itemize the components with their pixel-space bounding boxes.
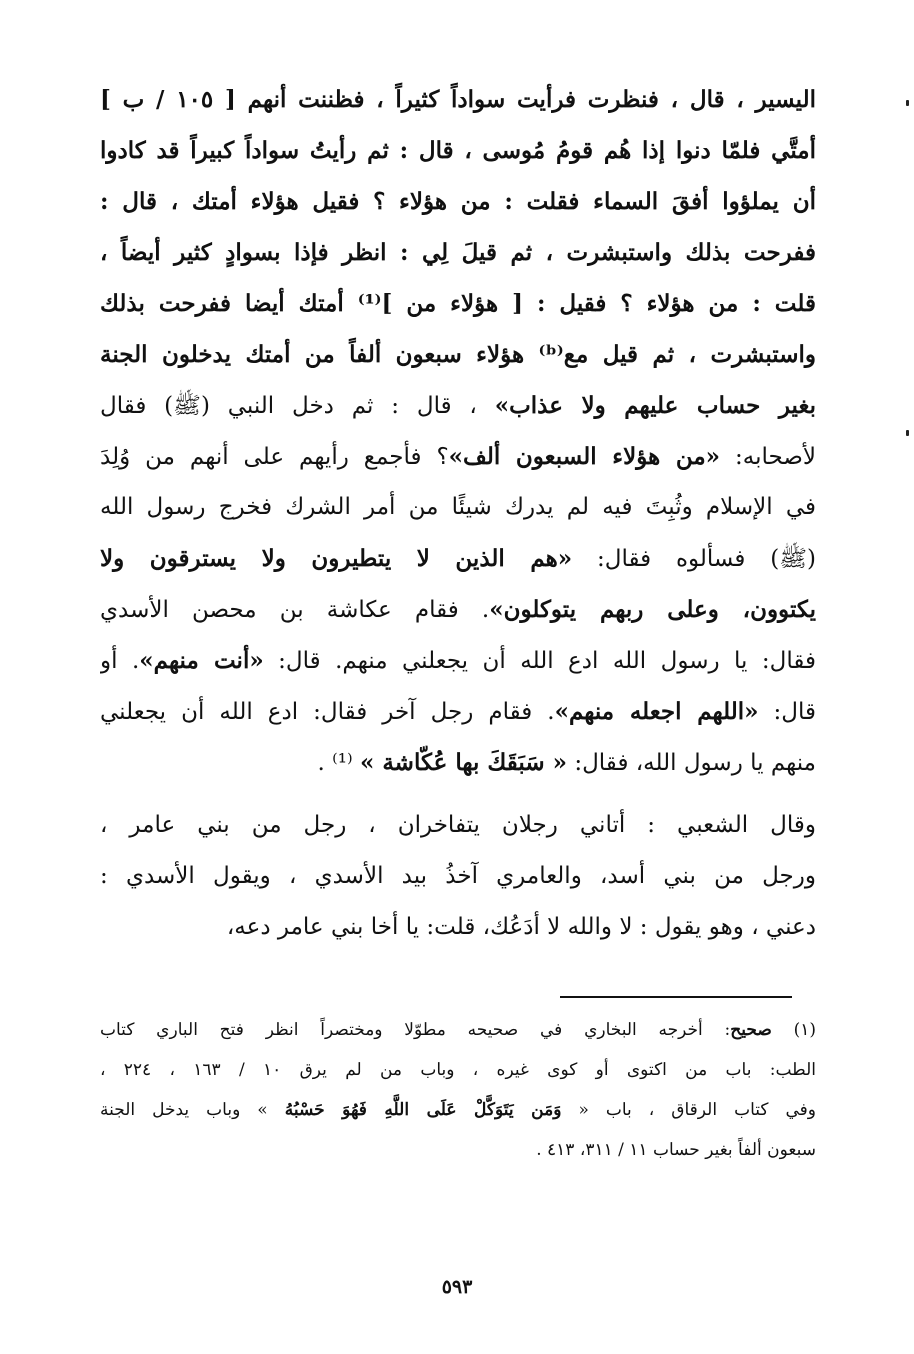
text-segment: ؟ فأجمع رأيهم على أنهم من وُلِدَ (100, 444, 449, 470)
text-segment: أمتَّي فلمّا دنوا إذا هُم قومُ مُوسى ، قال : ثم رأيتُ سواداً كبيراً قد كادوا (100, 137, 816, 164)
paragraph-hadith (100, 74, 816, 788)
body-line (100, 482, 816, 533)
main-text (100, 74, 816, 953)
footnotes (100, 1010, 816, 1170)
text-segment: منهم يا رسول الله، فقال: (567, 750, 816, 776)
margin-mark-top (906, 100, 909, 106)
text-segment: «اللهم اجعله منهم» (554, 698, 759, 725)
text-segment: ورجل من بني أسد، والعامري آخذُ بيد الأسدي ، ويقول الأسدي : (100, 863, 816, 889)
text-segment: في الإسلام وثُبِتَ فيه لم يدرك شيئًا من أمر الشرك فخرج رسول الله (100, 494, 816, 520)
body-line (100, 686, 816, 737)
text-segment: » وباب يدخل الجنة (100, 1100, 285, 1120)
text-segment: اليسير ، قال ، فنظرت فرأيت سواداً كثيراً ، فظننت أنهم [ ١٠٥ / ب ] (100, 86, 816, 113)
text-segment: سبعون ألفاً بغير حساب ١١ / ٣١١، ٤١٣ . (536, 1140, 816, 1160)
paragraph-shaabi (100, 800, 816, 953)
text-segment: واستبشرت ، ثم قيل مع⁽ᵇ⁾ هؤلاء سبعون ألفاً من أمتك يدخلون الجنة (100, 341, 816, 368)
text-segment: وَمَن يَتَوَكَّلْ عَلَى اللَّهِ فَهُوَ حَسْبُهُ (284, 1100, 562, 1120)
text-segment: أن يملؤوا أفقَ السماء فقلت : من هؤلاء ؟ فقيل هؤلاء أمتك ، قال : (100, 188, 816, 215)
body-line (100, 737, 816, 788)
text-segment: الطب: باب من اكتوى أو كوى غيره ، وباب من لم يرق ١٠ / ١٦٣ ، ٢٢٤ ، (100, 1060, 816, 1080)
margin-mark-middle (906, 430, 909, 436)
body-line (100, 125, 816, 176)
body-line (100, 800, 816, 851)
text-segment: . فقام رجل آخر فقال: ادع الله أن يجعلني (100, 699, 555, 725)
text-segment: بغير حساب عليهم ولا عذاب» (494, 392, 816, 419)
text-segment: وفي كتاب الرقاق ، باب « (561, 1100, 816, 1120)
body-line (100, 635, 816, 686)
text-segment: «أنت منهم» (139, 647, 264, 674)
text-segment: . فقام عكاشة بن محصن الأسدي (100, 597, 490, 623)
body-line (100, 902, 816, 953)
text-segment: «من هؤلاء السبعون ألف» (448, 443, 721, 470)
text-segment: صحيح (730, 1020, 772, 1040)
body-line (100, 278, 816, 329)
text-segment: قال: (758, 699, 816, 725)
body-line (100, 851, 816, 902)
body-line (100, 176, 816, 227)
text-segment: فقال: يا رسول الله ادع الله أن يجعلني منهم. قال: (263, 648, 816, 674)
text-segment: « سَبَقَكَ بها عُكّاشة » (359, 749, 568, 776)
page-number: ٥٩٣ (441, 1276, 473, 1298)
body-line (100, 380, 816, 431)
footnote-line (100, 1090, 816, 1130)
text-segment: لأصحابه: (720, 444, 816, 470)
body-line (100, 329, 816, 380)
footnote-line (100, 1130, 816, 1170)
text-segment: ففرحت بذلك واستبشرت ، ثم قيلَ لِي : انظر فإذا بسوادٍ كثير أيضاً ، (100, 239, 816, 266)
text-segment: (١) (771, 1020, 816, 1040)
text-segment: وقال الشعبي : أتاني رجلان يتفاخران ، رجل من بني عامر ، (100, 812, 816, 838)
footnote-line (100, 1010, 816, 1050)
body-line (100, 227, 816, 278)
body-line (100, 74, 816, 125)
body-line (100, 431, 816, 482)
text-segment: (ﷺ) فسألوه فقال: (572, 546, 816, 572)
footnote-separator (560, 996, 792, 998)
body-line (100, 584, 816, 635)
text-segment: : أخرجه البخاري في صحيحه مطوّلا ومختصراً انظر فتح الباري كتاب (100, 1020, 731, 1040)
text-segment: «هم الذين لا يتطيرون ولا يسترقون ولا (100, 545, 573, 572)
text-segment: قلت : من هؤلاء ؟ فقيل : [ هؤلاء من ]⁽¹⁾ أمتك أيضا ففرحت بذلك (100, 290, 816, 317)
text-segment: ⁽¹⁾ . (317, 750, 360, 776)
text-segment: دعني ، وهو يقول : لا والله لا أدَعُك، قلت: يا أخا بني عامر دعه، (226, 914, 816, 940)
footnote-line (100, 1050, 816, 1090)
text-segment: . أو (100, 648, 140, 674)
text-segment: ، قال : ثم دخل النبي (ﷺ) فقال (100, 393, 495, 419)
body-line (100, 533, 816, 584)
text-segment: يكتوون، وعلى ربهم يتوكلون» (489, 596, 816, 623)
